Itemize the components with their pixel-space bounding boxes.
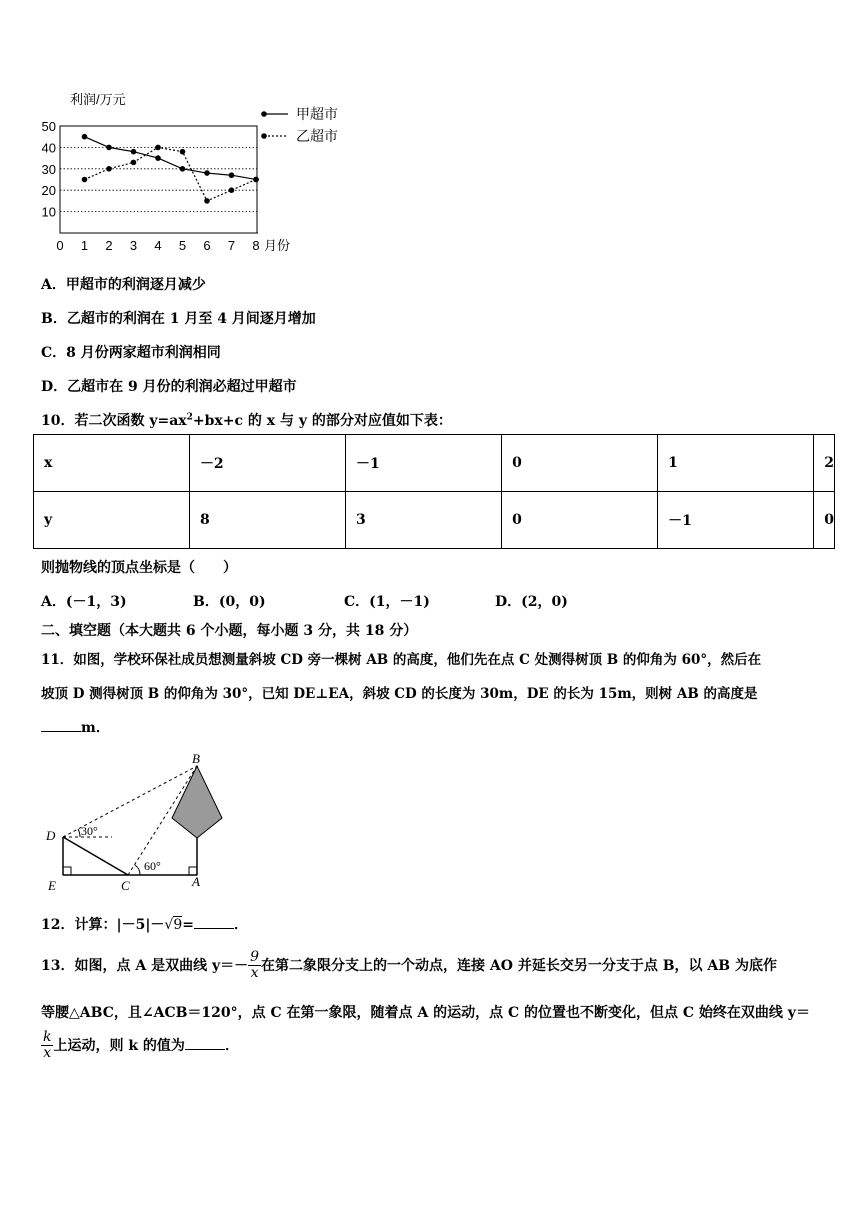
data-point [229,172,235,178]
label-c: C [121,878,130,893]
answer-blank[interactable] [194,916,234,929]
table-cell: x [34,435,190,492]
x-tick-label: 0 [56,238,64,253]
right-angle-e [63,867,71,875]
x-tick-label: 7 [227,238,236,253]
x-axis-label: 月份 [264,238,291,253]
q9-option-d: D．乙超市在 9 月份的利润必超过甲超市 [41,379,297,395]
x-tick-label: 1 [80,238,89,253]
q12-post: = [182,917,194,933]
q11-figure [40,748,240,893]
tree-crown [172,766,222,838]
q10-option-c: C．(1，－1) [344,594,430,610]
q13-line1 [41,950,777,982]
profit-line-chart [0,85,380,260]
q10-stem-pre: 10．若二次函数 y=ax [41,413,187,429]
angle-arc-d [78,829,80,837]
q11-line1: 11．如图，学校环保社成员想测量斜坡 CD 旁一棵树 AB 的高度，他们先在点 C 处测得树顶 B 的仰角为 60°，然后在 [41,652,762,668]
frac-numerator: 9 [250,949,260,965]
label-b: B [192,751,200,766]
x-tick-label: 6 [203,238,211,253]
data-point [180,166,186,172]
q13-pre: 13．如图，点 A 是双曲线 y＝－ [41,957,249,974]
data-point [82,177,88,183]
x-tick-label: 3 [129,238,138,253]
answer-blank[interactable] [185,1037,225,1050]
data-point [180,149,186,155]
q13-line3-post: 上运动，则 k 的值为 [53,1037,185,1054]
q12-pre: 12．计算：|－5|－ [41,917,165,933]
table-cell: 8 [189,492,345,549]
table-cell: －2 [189,435,345,492]
section-heading: 二、填空题（本大题共 6 个小题，每小题 3 分，共 18 分） [41,623,418,639]
q10-stem [41,410,452,430]
table-cell: y [34,492,190,549]
table-cell: 0 [814,492,835,549]
label-d: D [46,828,56,843]
q13-mid1: 在第二象限分支上的一个动点，连接 AO 并延长交另一分支于点 B，以 AB 为底作 [261,957,777,974]
q13-end: ． [224,1037,239,1054]
slope-dc [63,837,128,875]
y-tick-label: 20 [41,183,56,199]
q11-line3 [41,717,110,737]
frac-denominator: x [43,1045,52,1062]
data-point [131,149,137,155]
q11-line3-suffix: m． [81,720,110,736]
q10-question: 则抛物线的顶点坐标是（ ） [41,560,237,576]
frac-denominator: x [250,965,259,982]
plot-frame [60,126,257,233]
data-point [229,187,235,193]
data-point [155,155,161,161]
x-tick-label: 2 [105,238,113,253]
data-point [204,198,210,204]
table-cell: 3 [346,492,502,549]
q9-option-c: C．8 月份两家超市利润相同 [41,345,221,361]
data-point [253,177,259,183]
table-row [34,435,835,492]
label-e: E [48,878,56,893]
q10-option-d: D．(2，0) [495,594,568,610]
data-point [155,145,161,151]
sqrt-sign: √ [164,917,174,933]
label-a: A [192,874,200,889]
angle-arc-c [135,865,140,875]
y-tick-label: 10 [41,204,56,220]
data-point [106,166,112,172]
frac-numerator: k [43,1029,52,1045]
data-point [204,170,210,176]
y-tick-label: 30 [41,161,56,177]
q13-line3 [41,1030,239,1062]
data-point [82,134,88,140]
legend-label: 甲超市 [296,106,338,122]
angle-label-d: 30° [81,824,98,838]
table-cell: 2 [814,435,835,492]
x-tick-label: 8 [252,238,260,253]
table-cell: 1 [658,435,814,492]
table-row [34,492,835,549]
data-point [106,145,112,151]
q10-option-b: B．(0，0) [193,594,266,610]
q10-option-a: A．(－1，3) [41,594,127,610]
angle-label-c: 60° [144,859,161,873]
q12-line [41,914,248,934]
legend-label: 乙超市 [296,128,338,144]
q10-stem-sup: 2 [186,412,193,423]
table-cell: －1 [658,492,814,549]
answer-blank[interactable] [41,719,81,732]
sqrt-radicand: 9 [173,917,183,933]
table-cell: －1 [346,435,502,492]
fraction-9-over-x [248,950,261,982]
q11-line2: 坡顶 D 测得树顶 B 的仰角为 30°，已知 DE⊥EA，斜坡 CD 的长度为 30m，DE 的长为 15m，则树 AB 的高度是 [41,686,758,702]
x-tick-label: 5 [178,238,187,253]
q13-line2: 等腰△ABC，且∠ACB＝120°，点 C 在第一象限，随着点 A 的运动，点 C 的位置也不断变化，但点 C 始终在双曲线 y＝ [41,1005,810,1021]
x-tick-label: 4 [154,238,162,253]
fraction-k-over-x [41,1030,53,1062]
y-tick-label: 50 [41,119,56,134]
y-axis-label: 利润/万元 [70,92,126,107]
data-point [131,160,137,166]
q9-option-b: B．乙超市的利润在 1 月至 4 月间逐月增加 [41,311,316,327]
table-cell: 0 [502,435,658,492]
q10-value-table [33,434,835,549]
table-cell: 0 [502,492,658,549]
q10-stem-post: +bx+c 的 x 与 y 的部分对应值如下表： [192,413,452,429]
q12-end: ． [234,917,248,933]
y-tick-label: 40 [41,140,56,156]
q9-option-a: A．甲超市的利润逐月减少 [41,277,206,293]
